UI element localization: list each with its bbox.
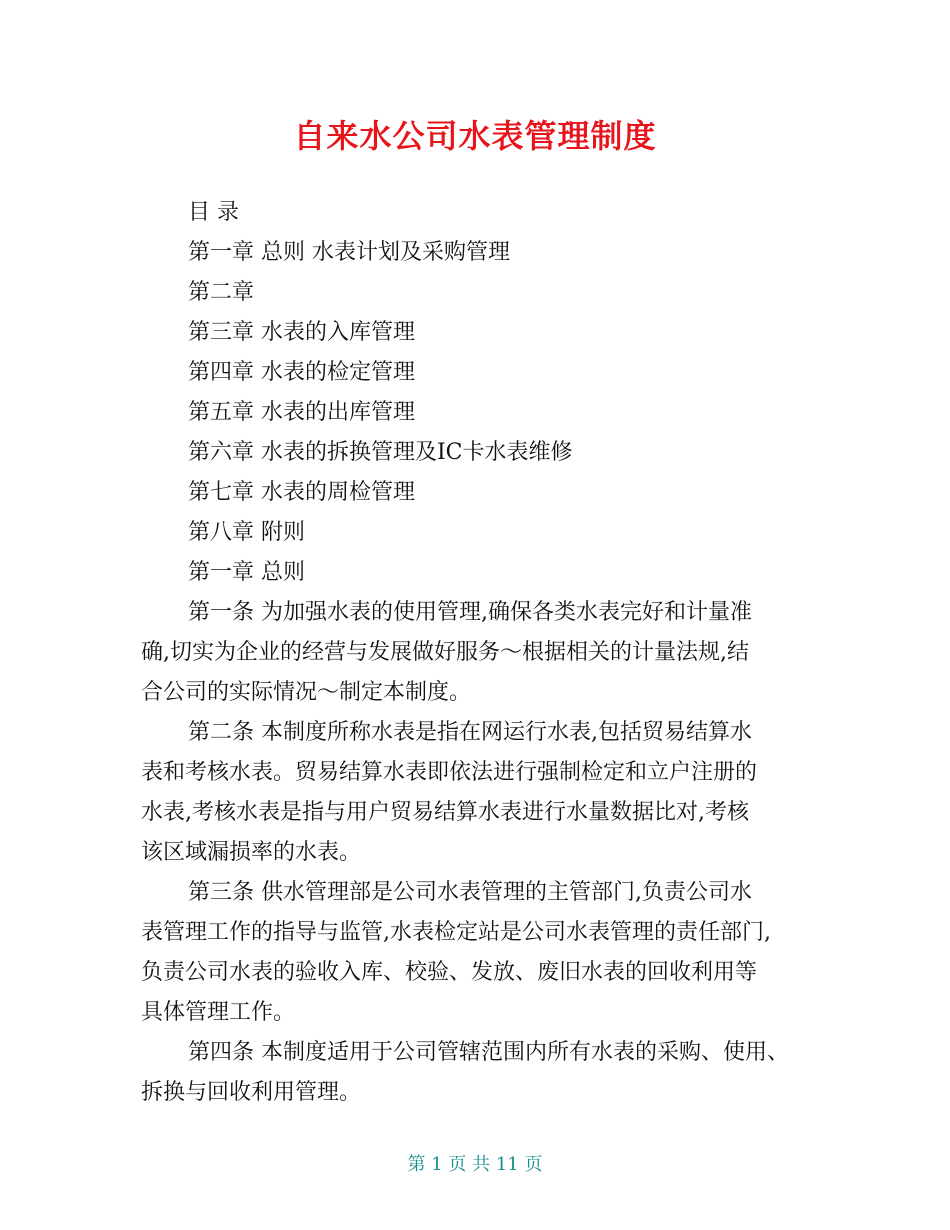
article-4-line: 拆换与回收利用管理。 bbox=[141, 1080, 362, 1105]
document-title: 自来水公司水表管理制度 bbox=[293, 117, 657, 155]
toc-item-chapter-4: 第四章 水表的检定管理 bbox=[188, 360, 415, 385]
article-2-line: 水表,考核水表是指与用户贸易结算水表进行水量数据比对,考核 bbox=[141, 800, 749, 825]
article-3-line: 第三条 供水管理部是公司水表管理的主管部门,负责公司水 bbox=[188, 880, 752, 905]
article-3-line: 表管理工作的指导与监管,水表检定站是公司水表管理的责任部门, bbox=[141, 920, 771, 945]
toc-item-chapter-8: 第八章 附则 bbox=[188, 520, 305, 545]
toc-item-chapter-6: 第六章 水表的拆换管理及IC卡水表维修 bbox=[188, 440, 573, 465]
toc-item-chapter-7: 第七章 水表的周检管理 bbox=[188, 480, 415, 505]
toc-item-chapter-3: 第三章 水表的入库管理 bbox=[188, 320, 415, 345]
article-4-line: 第四条 本制度适用于公司管辖范围内所有水表的采购、使用、 bbox=[188, 1040, 789, 1065]
document-body bbox=[141, 193, 821, 1113]
article-1-line: 合公司的实际情况～制定本制度。 bbox=[141, 680, 472, 705]
chapter-1-heading: 第一章 总则 bbox=[188, 560, 305, 585]
page-number-footer: 第 1 页 共 11 页 bbox=[407, 1154, 543, 1175]
article-2-line: 表和考核水表。贸易结算水表即依法进行强制检定和立户注册的 bbox=[141, 760, 758, 785]
article-3-line: 负责公司水表的验收入库、校验、发放、废旧水表的回收利用等 bbox=[141, 960, 758, 985]
article-2-line: 该区域漏损率的水表。 bbox=[141, 840, 362, 865]
toc-item-chapter-2: 第二章 bbox=[188, 280, 255, 305]
toc-item-chapter-1: 第一章 总则 水表计划及采购管理 bbox=[188, 240, 510, 265]
toc-heading: 目 录 bbox=[188, 200, 239, 225]
article-3 bbox=[141, 873, 821, 1033]
article-4 bbox=[141, 1033, 821, 1113]
article-1-line: 第一条 为加强水表的使用管理,确保各类水表完好和计量准 bbox=[188, 600, 752, 625]
article-3-line: 具体管理工作。 bbox=[141, 1000, 296, 1025]
article-1 bbox=[141, 593, 821, 713]
article-2 bbox=[141, 713, 821, 873]
article-2-line: 第二条 本制度所称水表是指在网运行水表,包括贸易结算水 bbox=[188, 720, 752, 745]
toc-item-chapter-5: 第五章 水表的出库管理 bbox=[188, 400, 415, 425]
article-1-line: 确,切实为企业的经营与发展做好服务～根据相关的计量法规,结 bbox=[141, 640, 749, 665]
